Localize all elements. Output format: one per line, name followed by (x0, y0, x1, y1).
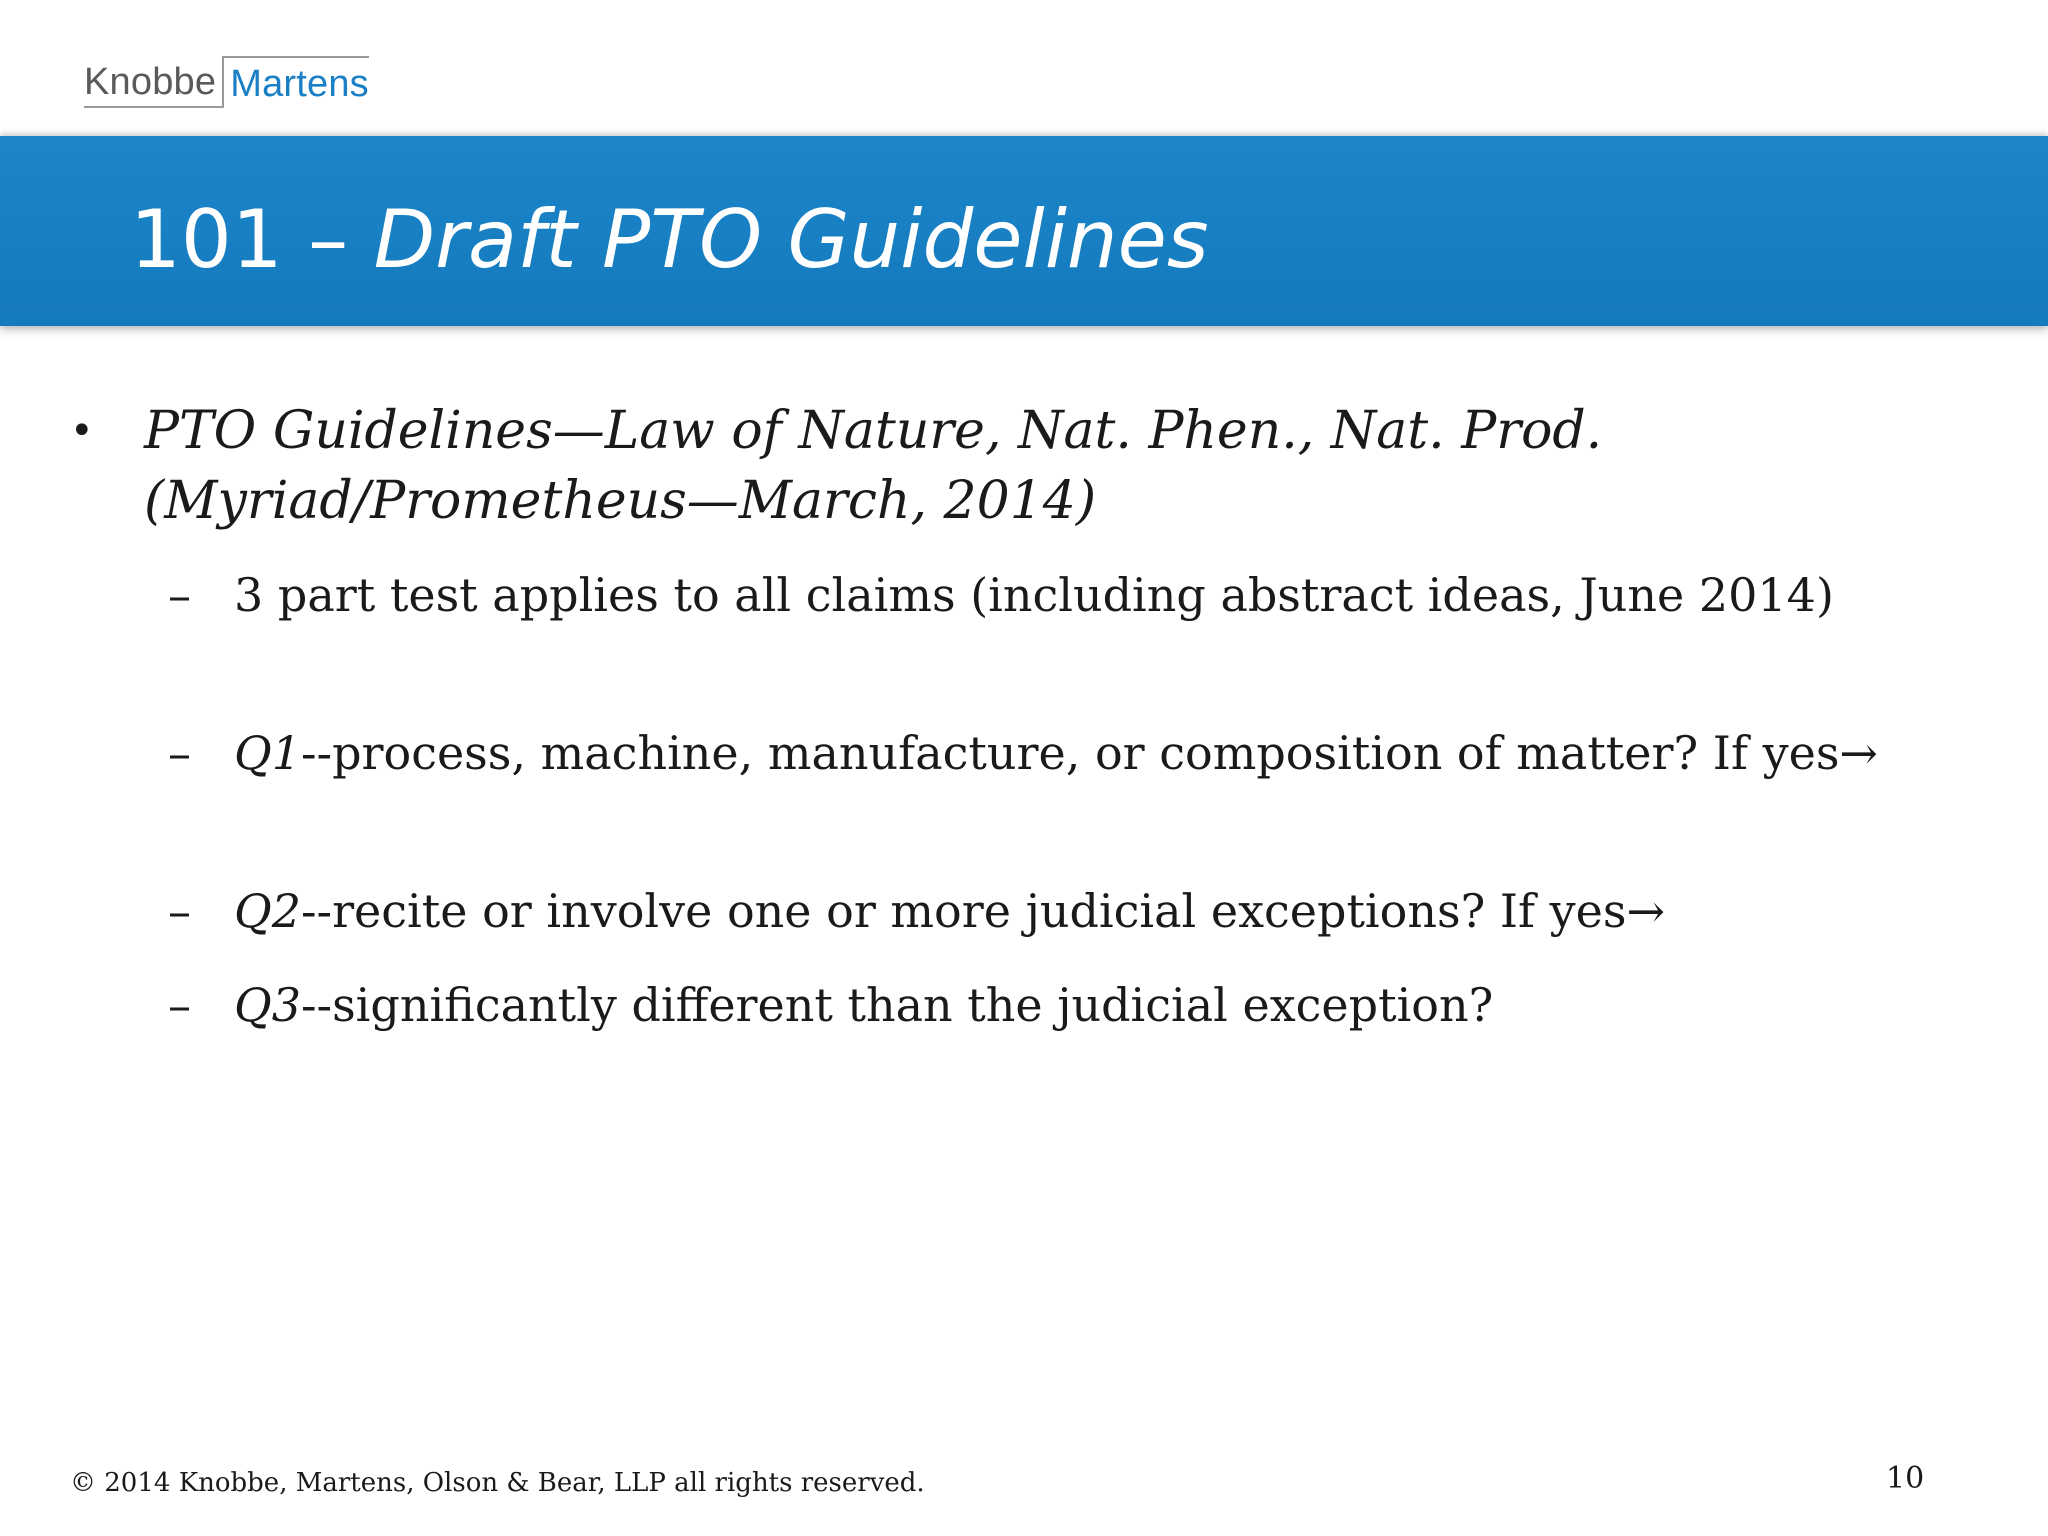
knobbe-martens-logo (84, 56, 369, 108)
sub-item-body: --significantly different than the judicial exception? (300, 978, 1494, 1032)
title-band (0, 136, 2048, 326)
bullet-marker: • (70, 408, 94, 454)
logo-knobbe-text: Knobbe (84, 56, 222, 108)
sub-item-body: --process, machine, manufacture, or composition of matter? If yes→ (300, 726, 1878, 780)
page-number: 10 (1886, 1461, 1925, 1496)
sub-item-text (234, 974, 1914, 1036)
sub-item-dash: – (168, 726, 191, 780)
sub-item-label: Q1 (234, 726, 301, 780)
sub-item-text (234, 722, 1914, 784)
sub-item-body: --recite or involve one or more judicial exceptions? If yes→ (300, 884, 1666, 938)
sub-item-dash: – (168, 884, 191, 938)
title-main: Draft PTO Guidelines (373, 193, 1209, 286)
title-prefix: 101 – (130, 193, 374, 286)
copyright-footer: © 2014 Knobbe, Martens, Olson & Bear, LLP all rights reserved. (70, 1468, 925, 1498)
sub-item-body: 3 part test applies to all claims (including abstract ideas, June 2014) (234, 568, 1834, 622)
sub-item-label: Q2 (234, 884, 301, 938)
slide-title (130, 193, 1209, 286)
sub-item-dash: – (168, 568, 191, 622)
sub-item-text (234, 564, 1914, 626)
sub-item-label: Q3 (234, 978, 301, 1032)
sub-item-text (234, 880, 1914, 942)
bullet-text: PTO Guidelines—Law of Nature, Nat. Phen., Nat. Prod. (Myriad/Prometheus—March, 2014) (144, 401, 1603, 531)
sub-item-dash: – (168, 978, 191, 1032)
logo-martens-text: Martens (224, 56, 369, 108)
